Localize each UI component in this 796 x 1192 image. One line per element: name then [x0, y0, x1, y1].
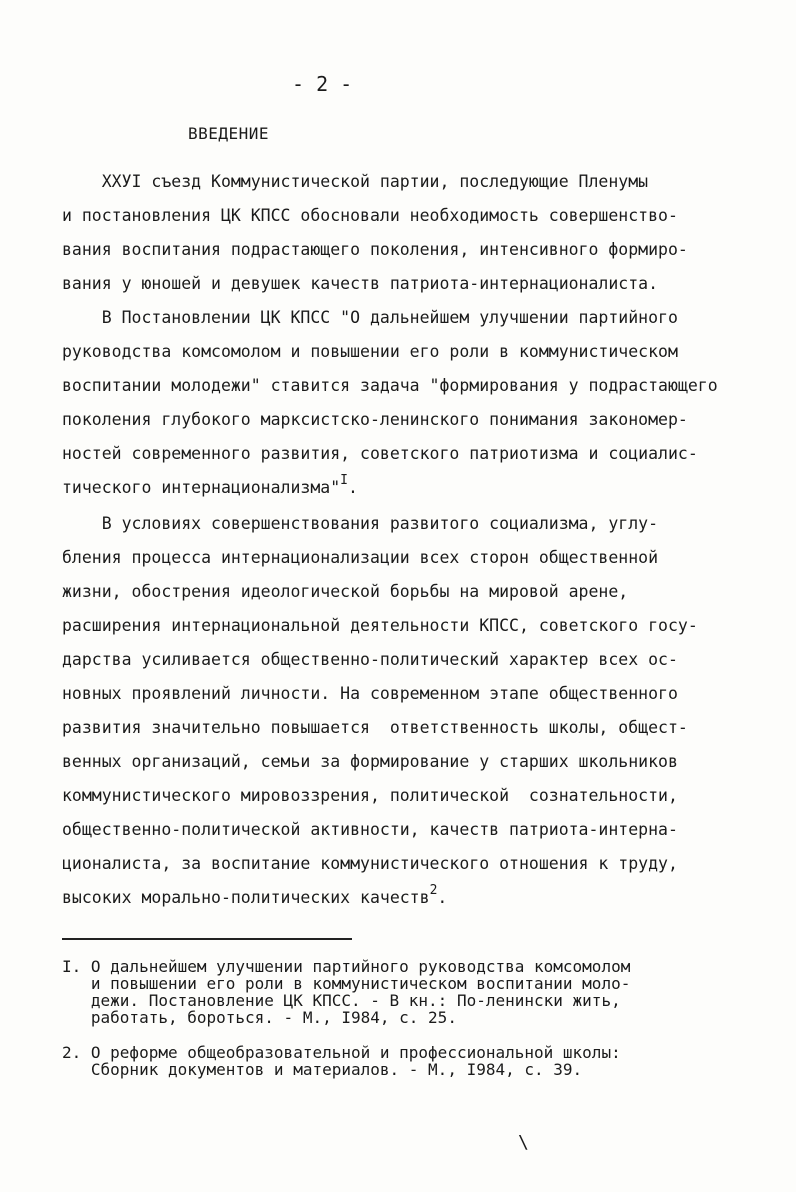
text-line: венных организаций, семьи за формирование у старших школьников [62, 752, 678, 771]
page-number: - 2 - [292, 72, 353, 96]
text-line: воспитании молодежи" ставится задача "формирования у подрастающего [62, 376, 718, 395]
footnote-divider [62, 938, 352, 940]
footnote-line: Сборник документов и материалов. - М., I984, с. 39. [62, 1060, 583, 1079]
text-line-with-footnote [62, 473, 358, 500]
text-line: В Постановлении ЦК КПСС "О дальнейшем улучшении партийного [62, 308, 678, 327]
text-line: бления процесса интернационализации всех сторон общественной [62, 548, 659, 567]
sentence-end: . [347, 478, 358, 497]
footnote-line: и повышении его роли в коммунистическом воспитании моло- [62, 974, 631, 993]
text-line: ностей современного развития, советского патриотизма и социалис- [62, 444, 698, 463]
text-line: жизни, обострения идеологической борьбы на мировой арене, [62, 582, 629, 601]
text-fragment: тического интернационализма" [62, 478, 341, 497]
text-line-with-footnote [62, 883, 448, 910]
text-line: В условиях совершенствования развитого социализма, углу- [62, 514, 659, 533]
footnote-ref-2: 2 [429, 883, 438, 898]
text-line: расширения интернациональной деятельности КПСС, советского госу- [62, 616, 698, 635]
footnote-ref-1: I [340, 473, 348, 488]
text-line: поколения глубокого марксистско-ленинского понимания закономер- [62, 410, 688, 429]
text-line: развития значительно повышается ответственность школы, общест- [62, 718, 688, 737]
text-line: и постановления ЦК КПСС обосновали необходимость совершенство- [62, 206, 678, 225]
text-line: общественно-политической активности, качеств патриота-интерна- [62, 820, 678, 839]
footnote-line: I. О дальнейшем улучшении партийного руководства комсомолом [62, 957, 631, 976]
footnote-line: 2. О реформе общеобразовательной и профессиональной школы: [62, 1043, 621, 1062]
text-line: ХХУI съезд Коммунистической партии, последующие Пленумы [62, 172, 649, 191]
text-line: коммунистического мировоззрения, политической сознательности, [62, 786, 678, 805]
section-heading: ВВЕДЕНИЕ [188, 124, 270, 143]
text-line: новных проявлений личности. На современном этапе общественного [62, 684, 678, 703]
text-line: руководства комсомолом и повышении его роли в коммунистическом [62, 342, 678, 361]
text-line: дарства усиливается общественно-политический характер всех ос- [62, 650, 678, 669]
text-fragment: высоких морально-политических качеств [62, 888, 430, 907]
text-line: ционалиста, за воспитание коммунистического отношения к труду, [62, 854, 678, 873]
footnote-line: дежи. Постановление ЦК КПСС. - В кн.: По-ленински жить, [62, 991, 621, 1010]
text-line: вания у юношей и девушек качеств патриота-интернационалиста. [62, 274, 659, 293]
margin-mark: \ [518, 1132, 529, 1153]
text-line: вания воспитания подрастающего поколения, интенсивного формиро- [62, 240, 688, 259]
sentence-end: . [437, 888, 448, 907]
footnote-line: работать, бороться. - М., I984, с. 25. [62, 1008, 457, 1027]
